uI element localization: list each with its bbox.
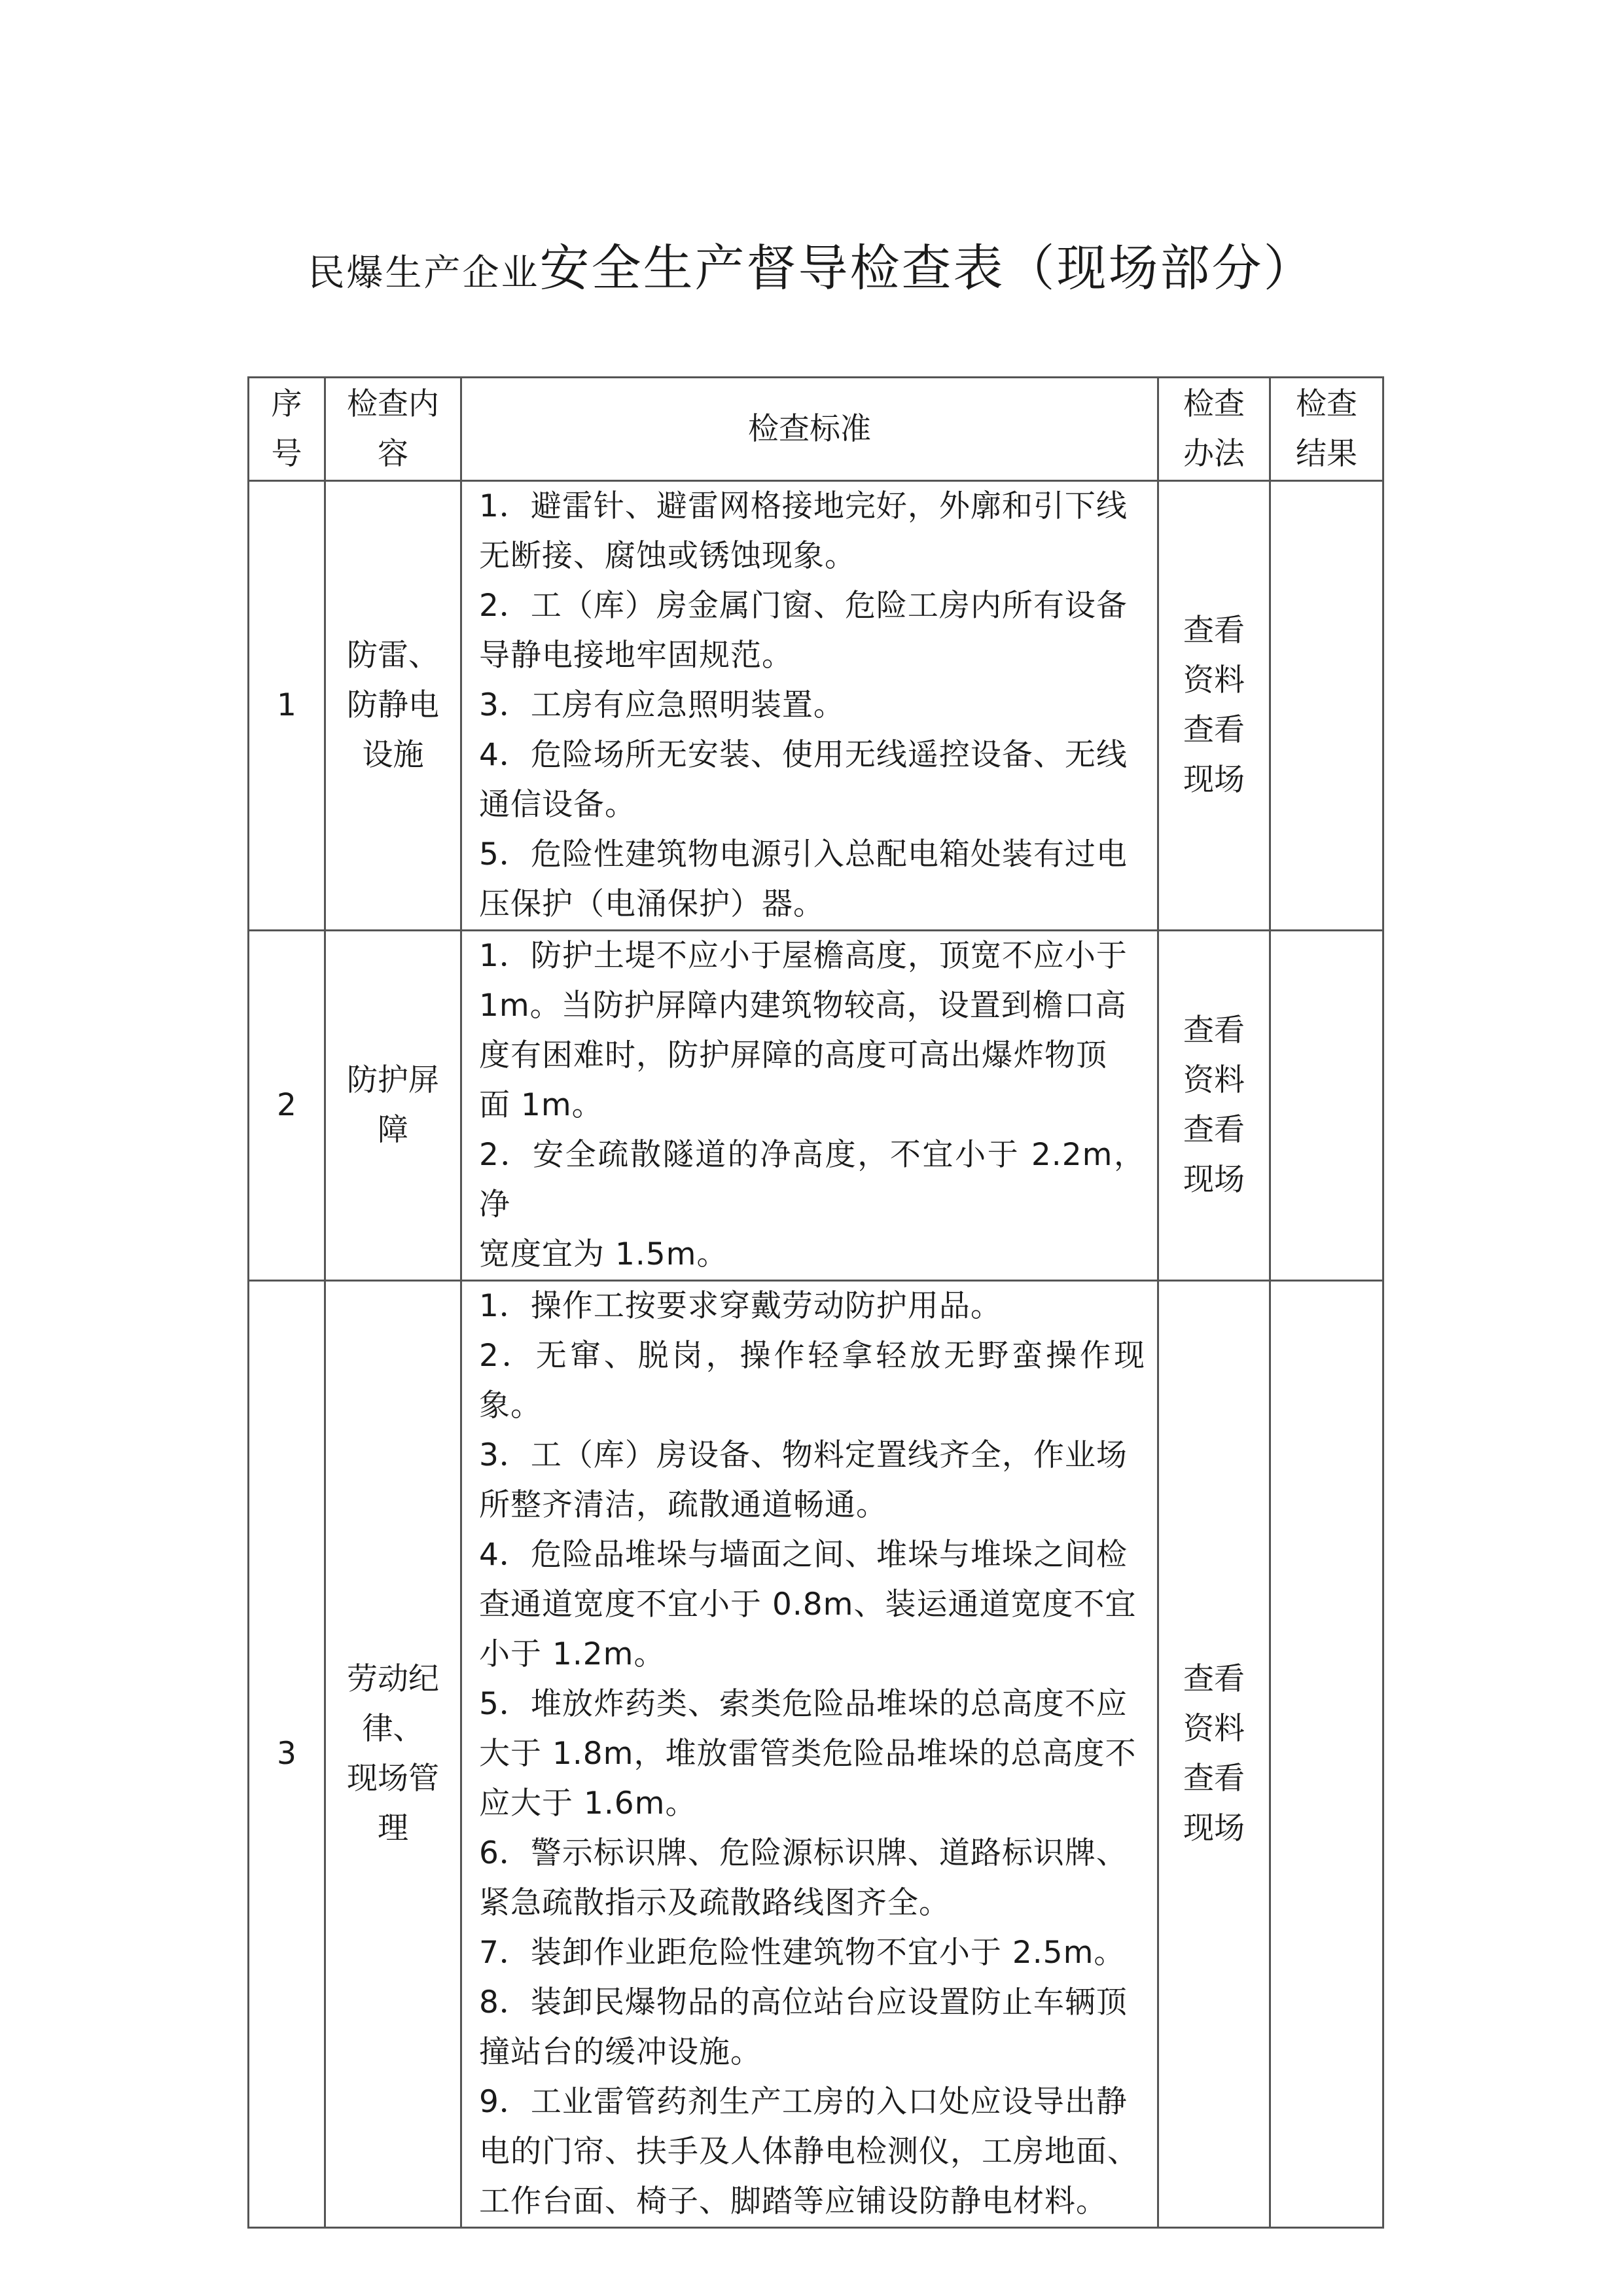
title-prefix: 民爆生产企业: [308, 252, 540, 295]
header-standard: 检查标准: [461, 378, 1158, 481]
header-method: 检查 办法: [1158, 378, 1270, 481]
row-standard: 1．防护土堤不应小于屋檐高度，顶宽不应小于 1m。当防护屏障内建筑物较高，设置到檐口高 度有困难时，防护屏障的高度可高出爆炸物顶 面 1m。 2．安全疏散隧道的净高度，不宜小于 2.2m，净 宽度宜为 1.5m。: [461, 931, 1158, 1281]
title-main: 安全生产督导检查表（现场部分）: [539, 239, 1315, 297]
row-standard: 1．操作工按要求穿戴劳动防护用品。 2．无窜、脱岗，操作轻拿轻放无野蛮操作现象。 3．工（库）房设备、物料定置线齐全，作业场 所整齐清洁，疏散通道畅通。 4．危险品堆垛与墙面之间、堆垛与堆垛之间检 查通道宽度不宜小于 0.8m、装运通道宽度不宜 小于 1.2m。 5．堆放炸药类、索类危险品堆垛的总高度不应 大于 1.8m，堆放雷管类危险品堆垛的总高度不 应大于 1.6m。 6．警示标识牌、危险源标识牌、道路标识牌、 紧急疏散指示及疏散路线图齐全。 7．装卸作业距危险性建筑物不宜小于 2.5m。 8．装卸民爆物品的高位站台应设置防止车辆顶 撞站台的缓冲设施。 9．工业雷管药剂生产工房的入口处应设导出静 电的门帘、扶手及人体静电检测仪，工房地面、 工作台面、椅子、脚踏等应铺设防静电材料。: [461, 1281, 1158, 2228]
row-result-cell[interactable]: [1270, 931, 1383, 1281]
row-number: 1: [249, 481, 325, 931]
row-result-cell[interactable]: [1270, 481, 1383, 931]
row-method: 查看 资料 查看 现场: [1158, 481, 1270, 931]
row-method: 查看 资料 查看 现场: [1158, 931, 1270, 1281]
inspection-table: [247, 376, 1384, 2229]
row-number: 2: [249, 931, 325, 1281]
page-title: [0, 232, 1623, 318]
table-row: [249, 931, 1383, 1281]
header-item: 检查内 容: [325, 378, 461, 481]
row-method: 查看 资料 查看 现场: [1158, 1281, 1270, 2228]
row-item: 防雷、 防静电 设施: [325, 481, 461, 931]
header-no: 序 号: [249, 378, 325, 481]
row-result-cell[interactable]: [1270, 1281, 1383, 2228]
table-row: [249, 481, 1383, 931]
header-result: 检查 结果: [1270, 378, 1383, 481]
table-header-row: [249, 378, 1383, 481]
row-standard: 1．避雷针、避雷网格接地完好，外廓和引下线 无断接、腐蚀或锈蚀现象。 2．工（库）房金属门窗、危险工房内所有设备 导静电接地牢固规范。 3．工房有应急照明装置。 4．危险场所无安装、使用无线遥控设备、无线 通信设备。 5．危险性建筑物电源引入总配电箱处装有过电 压保护（电涌保护）器。: [461, 481, 1158, 931]
row-item: 劳动纪 律、 现场管 理: [325, 1281, 461, 2228]
row-item: 防护屏 障: [325, 931, 461, 1281]
row-number: 3: [249, 1281, 325, 2228]
table-row: [249, 1281, 1383, 2228]
